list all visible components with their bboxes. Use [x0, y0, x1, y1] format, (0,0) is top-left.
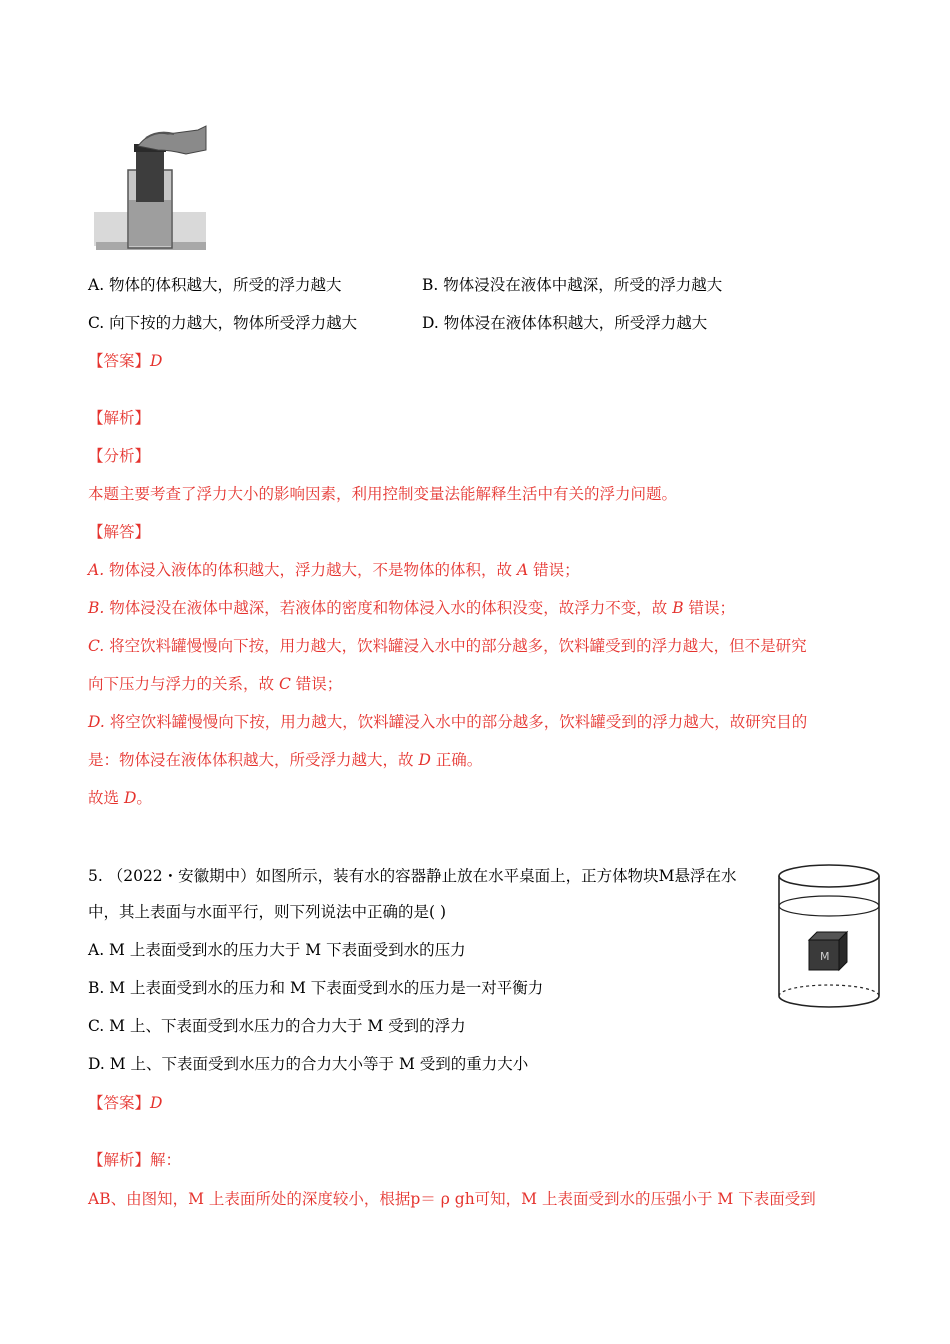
answer-tag: 【答案】 [88, 352, 151, 370]
answer-line [88, 351, 162, 371]
option-b: B. 物体浸没在液体中越深，所受的浮力越大 [422, 276, 723, 294]
q5-ab-line: AB、由图知，M 上表面所处的深度较小，根据p＝ ρ gh可知，M 上表面受到水的压强小于 M 下表面受到 [88, 1190, 816, 1208]
solution-line-a: A. 物体浸入液体的体积越大，浮力越大，不是物体的体积，故 A 错误； [88, 561, 580, 579]
solution-line-d2: 是：物体浸在液体体积越大，所受浮力越大，故 D 正确。 [88, 751, 483, 769]
cylinder-figure [775, 862, 883, 1012]
solution-line-d1: D. 将空饮料罐慢慢向下按，用力越大，饮料罐浸入水中的部分越多，饮料罐受到的浮力越大，故研究目的 [88, 713, 808, 731]
q5-option-b: B. M 上表面受到水的压力和 M 下表面受到水的压力是一对平衡力 [88, 979, 544, 997]
svg-text:M: M [820, 950, 830, 963]
q5-answer-line: 【答案】D [88, 1094, 163, 1112]
solution-line-c1: C. 将空饮料罐慢慢向下按，用力越大，饮料罐浸入水中的部分越多，饮料罐受到的浮力越大，但不是研究 [88, 637, 807, 655]
experiment-photo [88, 120, 210, 258]
fenxi-tag: 【分析】 [88, 447, 151, 465]
answer-value: D [150, 352, 163, 370]
solution-line-c2: 向下压力与浮力的关系，故 C 错误； [88, 675, 343, 693]
q5-option-a: A. M 上表面受到水的压力大于 M 下表面受到水的压力 [88, 941, 466, 959]
q5-jiexi-line: 【解析】解： [88, 1151, 182, 1169]
q5-option-d: D. M 上、下表面受到水压力的合力大小等于 M 受到的重力大小 [88, 1055, 529, 1073]
fenxi-text: 本题主要考查了浮力大小的影响因素，利用控制变量法能解释生活中有关的浮力问题。 [88, 485, 678, 503]
option-d: D. 物体浸在液体体积越大，所受浮力越大 [422, 314, 708, 332]
option-c: C. 向下按的力越大，物体所受浮力越大 [88, 314, 358, 332]
jieda-tag: 【解答】 [88, 523, 151, 541]
choose-line: 故选 D。 [88, 789, 152, 807]
solution-line-b: B. 物体浸没在液体中越深，若液体的密度和物体浸入水的体积没变，故浮力不变，故 B 错误； [88, 599, 736, 617]
option-a: A. 物体的体积越大，所受的浮力越大 [88, 276, 342, 294]
q5-option-c: C. M 上、下表面受到水压力的合力大于 M 受到的浮力 [88, 1017, 466, 1035]
q5-stem-2: 中，其上表面与水面平行，则下列说法中正确的是( ) [88, 903, 447, 921]
jiexi-tag: 【解析】 [88, 409, 151, 427]
q5-stem-1: 5. （2022・安徽期中）如图所示，装有水的容器静止放在水平桌面上，正方体物块M悬浮在水 [88, 867, 737, 885]
